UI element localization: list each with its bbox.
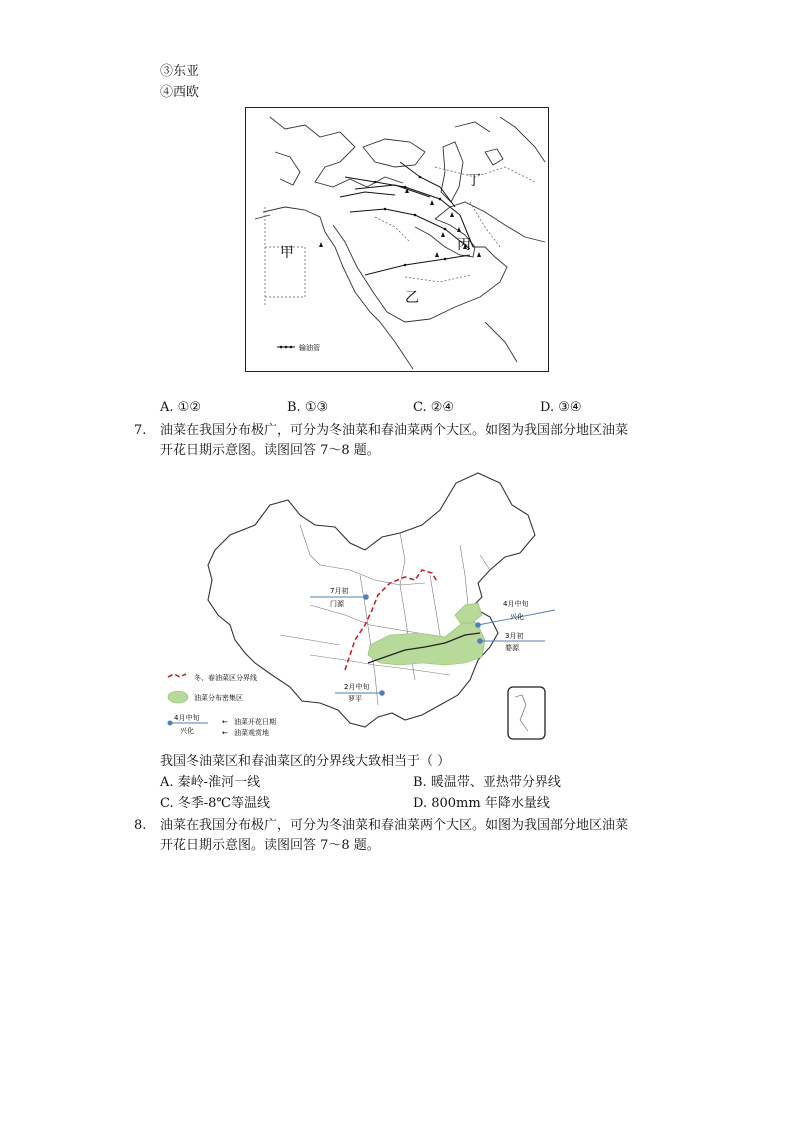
middle-east-map-svg	[245, 107, 549, 372]
choice-text: ①②	[177, 400, 201, 415]
q6-choice-a	[160, 398, 201, 418]
legend-place-arrow: ←	[222, 729, 228, 737]
option-3: ③东亚	[160, 64, 200, 79]
label-jia: 甲	[280, 245, 294, 261]
q7-choice-b	[413, 773, 561, 793]
q8-stem-line2: 开花日期示意图。读图回答 7～8 题。	[160, 838, 380, 853]
callout-place: 兴化	[510, 613, 524, 621]
q7-question: 我国冬油菜区和春油菜区的分界线大致相当于（ ）	[160, 754, 451, 769]
legend-place-desc: 油菜观赏地	[234, 729, 269, 737]
callout-place: 门源	[330, 600, 344, 608]
q8-stem-line1: 油菜在我国分布极广，可分为冬油菜和春油菜两个大区。如图为我国部分地区油菜	[160, 818, 629, 833]
middle-east-map	[245, 107, 549, 372]
legend-date-arrow: ←	[222, 718, 228, 726]
callout-date: 2月中旬	[344, 683, 370, 691]
legend-boundary-label: 冬、春油菜区分界线	[194, 674, 257, 682]
choice-letter: D.	[413, 796, 428, 811]
legend-pipeline-label: 输油管	[299, 344, 320, 352]
choice-letter: B.	[413, 775, 427, 790]
choice-letter: A.	[160, 400, 174, 415]
choice-text: ③④	[558, 400, 582, 415]
q7-choice-c	[160, 794, 270, 814]
choice-text: 800mm 年降水量线	[431, 796, 550, 811]
legend-sample-place: 兴化	[180, 727, 194, 735]
choice-text: 冬季-8℃等温线	[177, 796, 270, 811]
legend-date-desc: 油菜开花日期	[234, 718, 276, 726]
china-rapeseed-map	[160, 465, 560, 750]
callout-date: 7月初	[330, 587, 349, 595]
choice-text: ①③	[304, 400, 329, 415]
callout-place: 婺源	[505, 644, 519, 652]
callout-date: 3月初	[505, 632, 524, 640]
label-bing: 丙	[457, 237, 471, 253]
q7-stem-line2: 开花日期示意图。读图回答 7～8 题。	[160, 443, 380, 458]
legend-dense-label: 油菜分布密集区	[194, 694, 243, 702]
callout-place: 罗平	[348, 695, 362, 703]
q7-stem-line1: 油菜在我国分布极广，可分为冬油菜和春油菜两个大区。如图为我国部分地区油菜	[160, 423, 629, 438]
south-china-sea-inset	[508, 687, 545, 739]
callout-xinghua	[475, 599, 555, 628]
callout-menyuan	[310, 586, 369, 608]
choice-text: 秦岭-淮河一线	[177, 775, 261, 790]
china-outline	[208, 473, 535, 727]
q7-number: 7.	[134, 423, 147, 438]
q6-choice-c	[413, 398, 454, 418]
q6-choice-d	[540, 398, 582, 418]
q7-choice-d	[413, 794, 550, 814]
choice-letter: C.	[413, 400, 427, 415]
q8-number: 8.	[134, 818, 147, 833]
label-ding: 丁	[467, 173, 481, 189]
choice-text: ②④	[430, 400, 455, 415]
rapeseed-dense-area-north	[455, 603, 482, 623]
choice-letter: A.	[160, 775, 174, 790]
choice-letter: D.	[540, 400, 555, 415]
choice-text: 暖温带、亚热带分界线	[430, 775, 561, 790]
choice-letter: B.	[287, 400, 301, 415]
q7-choice-a	[160, 773, 260, 793]
choice-letter: C.	[160, 796, 174, 811]
legend-sample-date: 4月中旬	[174, 714, 200, 722]
q6-choice-b	[287, 398, 328, 418]
option-4: ④西欧	[160, 85, 200, 100]
callout-wuyuan	[477, 631, 545, 652]
china-map-svg	[160, 465, 560, 750]
callout-date: 4月中旬	[503, 600, 529, 608]
map2-legend	[168, 673, 277, 737]
label-yi: 乙	[405, 290, 419, 306]
